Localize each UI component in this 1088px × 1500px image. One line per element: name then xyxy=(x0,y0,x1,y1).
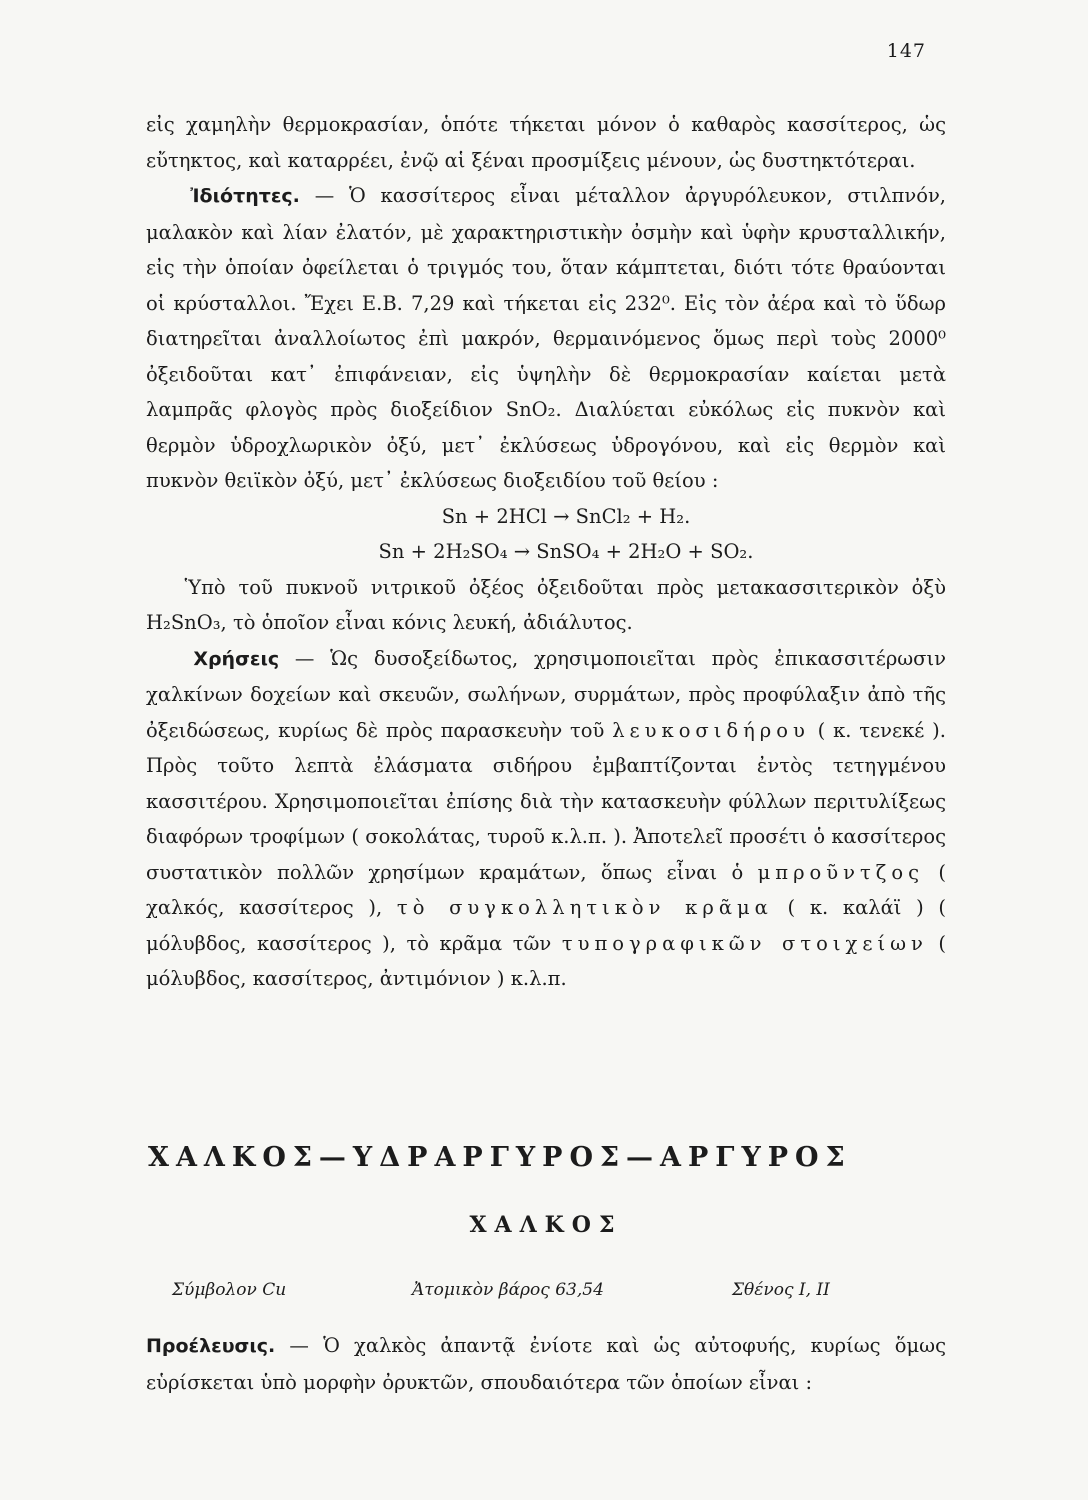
term-mprountzos: μπροῦντζος xyxy=(757,860,925,884)
paragraph-properties xyxy=(146,178,946,499)
paragraph-uses xyxy=(146,641,946,997)
uses-text-c: ( χαλκός, κασσίτερος ), xyxy=(146,860,946,919)
properties-text: — Ὁ κασσίτερος εἶναι μέταλλον ἀργυρόλευκον, στιλπνόν, μαλακὸν καὶ λίαν ἐλατόν, μὲ χαρακτηριστικὴν ὀσμὴν καὶ ὑφὴν κρυσταλλικήν, εἰς τὴν ὁποίαν ὀφείλεται ὁ τριγμός του, ὅταν κάμπτεται, διότι τότε θραύονται οἱ κρύσταλλοι. Ἔχει Ε.Β. 7,29 καὶ τήκεται εἰς 232⁰. Εἰς τὸν ἀέρα καὶ τὸ ὕδωρ διατηρεῖται ἀναλλοίωτος ἐπὶ μακρόν, θερμαινόμενος ὅμως περὶ τοὺς 2000⁰ ὀξειδοῦται κατ᾽ ἐπιφάνειαν, εἰς ὑψηλὴν δὲ θερμοκρασίαν καίεται μετὰ λαμπρᾶς φλογὸς πρὸς διοξείδιον SnO₂. Διαλύεται εὐκόλως εἰς πυκνὸν καὶ θερμὸν ὑδροχλωρικὸν ὀξύ, μετ᾽ ἐκλύσεως ὑδρογόνου, καὶ εἰς θερμὸν καὶ πυκνὸν θειϊκὸν ὀξύ, μετ᾽ ἐκλύσεως διοξειδίου τοῦ θείου : xyxy=(146,184,946,492)
paragraph-melting: εἰς χαμηλὴν θερμοκρασίαν, ὁπότε τήκεται μόνον ὁ καθαρὸς κασσίτερος, ὡς εὔτηκτος, καὶ καταρρέει, ἐνῷ αἱ ξέναι προσμίξεις μένουν, ὡς δυστηκτότεραι. xyxy=(146,113,946,172)
uses-text-e: ( μόλυβδος, κασσίτερος, ἀντιμόνιον ) κ.λ.π. xyxy=(146,931,947,990)
nitric-text: Ὑπὸ τοῦ πυκνοῦ νιτρικοῦ ὀξέος ὀξειδοῦται πρὸς μετακασσιτερικὸν ὀξὺ H₂SnO₃, τὸ ὁποῖον εἶναι κόνις λευκή, ἀδιάλυτος. xyxy=(146,575,946,634)
properties-heading: Ἰδιότητες. xyxy=(190,185,300,207)
page-number: 147 xyxy=(886,40,926,62)
chapter-heading: ΧΑΛΚΟΣ—ΥΔΡΑΡΓΥΡΟΣ—ΑΡΓΥΡΟΣ xyxy=(148,1142,852,1173)
valence-label: Σθένος I, II xyxy=(732,1280,830,1300)
origin-body: — Ὁ χαλκὸς ἀπαντᾷ ἐνίοτε καὶ ὡς αὐτοφυής, κυρίως ὅμως εὑρίσκεται ὑπὸ μορφὴν ὀρυκτῶν, σπουδαιότερα τῶν ὁποίων εἶναι : xyxy=(146,1334,946,1394)
term-sygkollitiko: τὸ συγκολλητικὸν κρᾶμα xyxy=(396,896,773,919)
uses-heading: Χρήσεις xyxy=(193,647,280,670)
term-leukosidiros: λευκοσιδήρου xyxy=(612,718,810,742)
uses-text-b: ( κ. τενεκέ ). Πρὸς τοῦτο λεπτὰ ἐλάσματα σιδήρου ἐμβαπτίζονται ἐντὸς τετηγμένου κασσιτέρου. Χρησιμοποιεῖται ἐπίσης διὰ τὴν κατασκευὴν φύλλων περιτυλίξεως διαφόρων τροφίμων ( σοκολάτας, τυροῦ κ.λ.π. ). Ἀποτελεῖ προσέτι ὁ κασσίτερος συστατικὸν πολλῶν χρησίμων κραμάτων, ὅπως εἶναι ὁ xyxy=(146,718,946,884)
term-typografiko: τυπογραφικῶν στοιχείων xyxy=(561,931,928,955)
section-heading: ΧΑΛΚΟΣ xyxy=(469,1212,623,1238)
body-text xyxy=(146,107,946,997)
uses-text-d: ( κ. καλάϊ ) ( μόλυβδος, κασσίτερος ), τὸ κρᾶμα τῶν xyxy=(146,896,947,955)
paragraph-origin xyxy=(146,1328,946,1400)
origin-heading: Προέλευσις. xyxy=(146,1335,276,1357)
origin-text xyxy=(146,1328,946,1400)
paragraph-nitric xyxy=(146,570,946,641)
symbol-label: Σύμβολον Cu xyxy=(172,1280,287,1300)
atomic-weight-label: Ἀτομικὸν βάρος 63,54 xyxy=(412,1280,604,1300)
uses-text-a: — Ὡς δυσοξείδωτος, χρησιμοποιεῖται πρὸς ἐπικασσιτέρωσιν χαλκίνων δοχείων καὶ σκευῶν, σωλήνων, συρμάτων, πρὸς προφύλαξιν ἀπὸ τῆς ὀξειδώσεως, κυρίως δὲ πρὸς παρασκευὴν τοῦ xyxy=(146,646,946,742)
equation-h2so4: Sn + 2H₂SO₄ → SnSO₄ + 2H₂O + SO₂. xyxy=(378,540,754,563)
equation-hcl: Sn + 2HCl → SnCl₂ + H₂. xyxy=(441,504,691,528)
